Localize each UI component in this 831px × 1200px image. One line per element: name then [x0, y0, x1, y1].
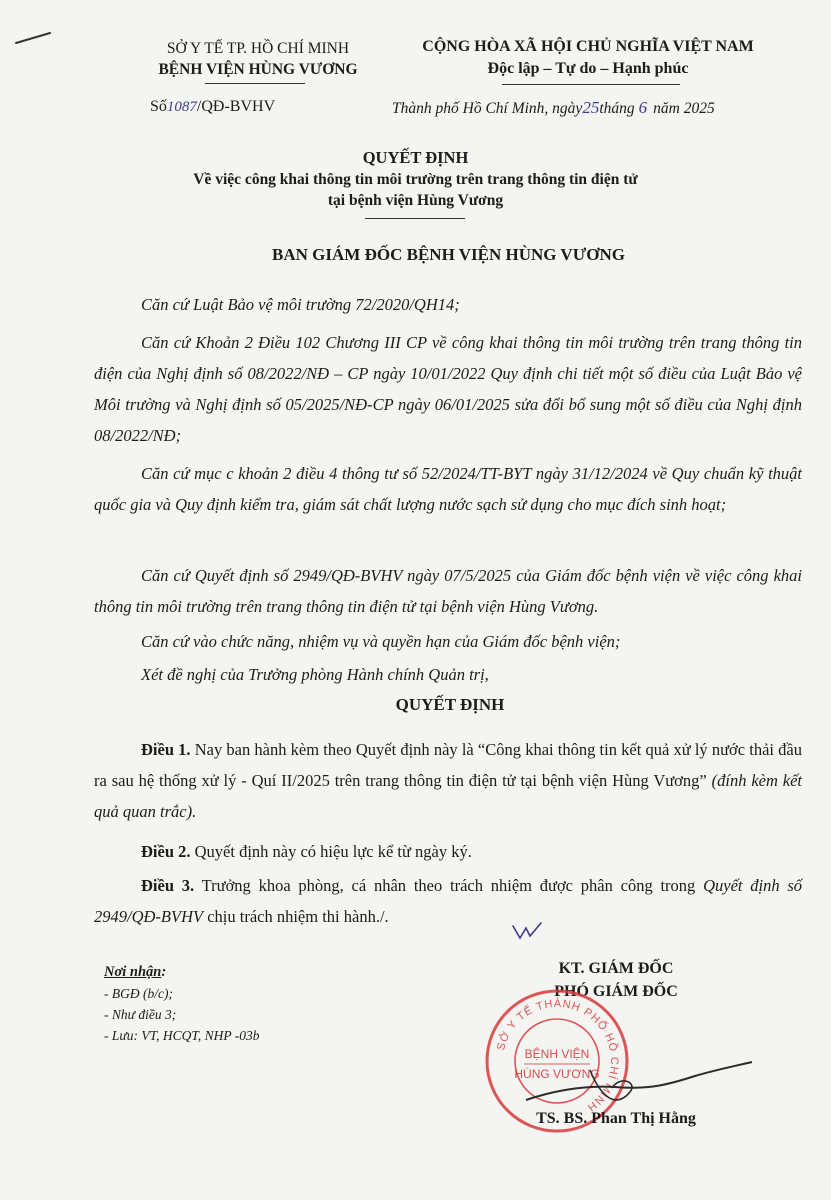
handwritten-day: 25: [582, 98, 600, 117]
signer-role-2: PHÓ GIÁM ĐỐC: [554, 983, 678, 1000]
title-underline: [365, 218, 465, 219]
article-1: [94, 734, 802, 827]
recipients-title: Nơi nhận:: [104, 964, 167, 980]
article-2-label: Điều 2.: [141, 842, 191, 861]
national-motto: Độc lập – Tự do – Hạnh phúc: [487, 60, 689, 77]
article-3-label: Điều 3.: [141, 876, 195, 895]
document-type-heading: QUYẾT ĐỊNH: [362, 148, 469, 167]
authority-heading: BAN GIÁM ĐỐC BỆNH VIỆN HÙNG VƯƠNG: [272, 245, 625, 264]
basis-4: Căn cứ Quyết định số 2949/QĐ-BVHV ngày 07/5/2025 của Giám đốc bệnh viện về việc công khai thông tin môi trường trên trang thông tin điện tử tại bệnh viện Hùng Vương.: [94, 566, 802, 616]
signer-role-1: KT. GIÁM ĐỐC: [558, 960, 674, 977]
article-3: [94, 870, 802, 932]
article-3-ref: Quyết định số 2949/QĐ-BVHV: [94, 876, 803, 926]
org-name: BỆNH VIỆN HÙNG VƯƠNG: [158, 61, 358, 78]
basis-1: Căn cứ Luật Bảo vệ môi trường 72/2020/QH14;: [141, 295, 460, 314]
decision-heading: QUYẾT ĐỊNH: [395, 695, 505, 714]
issue-date: Thành phố Hồ Chí Minh, ngày25tháng 6 năm 2025: [392, 98, 715, 117]
stamp-center-line-1: BỆNH VIỆN: [524, 1047, 590, 1061]
handwritten-month: 6: [638, 98, 648, 117]
issuing-agency: [108, 38, 408, 80]
org-parent: SỞ Y TẾ TP. HỒ CHÍ MINH: [166, 40, 350, 57]
article-3-tail: chịu trách nhiệm thi hành./.: [207, 907, 389, 926]
handwritten-number: 1087: [166, 99, 197, 115]
national-header: [388, 36, 788, 80]
article-1-text: Nay ban hành kèm theo Quyết định này là “Công khai thông tin kết quả xử lý nước thải đầu ra sau hệ thống xử lý - Quí II/2025 trên trang thông tin điện tử tại bệnh viện Hùng Vương”: [94, 740, 803, 790]
subject-line-2: tại bệnh viện Hùng Vương: [327, 192, 504, 209]
recipient-1: - BGĐ (b/c);: [104, 986, 173, 1001]
stamp-ring-text: SỞ Y TẾ THÀNH PHỐ HỒ CHÍ MINH: [495, 997, 621, 1114]
recipient-2: - Như điều 3;: [104, 1007, 177, 1022]
subject-line-1: Về việc công khai thông tin môi trường trên trang thông tin điện tử: [193, 171, 638, 188]
header-divider: [205, 83, 305, 84]
recipient-3: - Lưu: VT, HCQT, NHP -03b: [104, 1028, 260, 1043]
document-number: Số1087/QĐ-BVHV: [150, 98, 276, 115]
article-3-text: Trưởng khoa phòng, cá nhân theo trách nhiệm được phân công trong: [201, 876, 696, 895]
basis-5: Căn cứ vào chức năng, nhiệm vụ và quyền hạn của Giám đốc bệnh viện;: [141, 632, 621, 651]
article-1-label: Điều 1.: [141, 740, 191, 759]
pen-mark-icon: [14, 30, 54, 46]
handwritten-signature-icon: [520, 1040, 760, 1120]
article-2-text: Quyết định này có hiệu lực kể từ ngày ký.: [194, 842, 472, 861]
country-name: CỘNG HÒA XÃ HỘI CHỦ NGHĨA VIỆT NAM: [422, 38, 754, 55]
basis-3: Căn cứ mục c khoản 2 điều 4 thông tư số 52/2024/TT-BYT ngày 31/12/2024 về Quy chuẩn kỹ thuật quốc gia và Quy định kiểm tra, giám sát chất lượng nước sạch sử dụng cho mục đích sinh hoạt;: [94, 464, 802, 514]
initial-mark-icon: [510, 920, 544, 942]
motto-underline: [502, 84, 680, 85]
signer-name: TS. BS. Phan Thị Hằng: [536, 1110, 696, 1127]
basis-2: Căn cứ Khoản 2 Điều 102 Chương III CP về công khai thông tin môi trường trên trang thông tin điện của Nghị định số 08/2022/NĐ – CP ngày 10/01/2022 Quy định chi tiết một số điều của Luật Bảo vệ Môi trường và Nghị định số 05/2025/NĐ-CP ngày 06/01/2025 sửa đổi bổ sung một số điều của Nghị định 08/2022/NĐ;: [94, 333, 802, 445]
basis-6: Xét đề nghị của Trưởng phòng Hành chính Quản trị,: [141, 665, 489, 684]
article-2: [94, 836, 802, 867]
article-1-note: (đính kèm kết quả quan trắc).: [94, 771, 803, 821]
stamp-center-line-2: HÙNG VƯƠNG: [514, 1067, 600, 1081]
recipients-block: [104, 962, 260, 1046]
